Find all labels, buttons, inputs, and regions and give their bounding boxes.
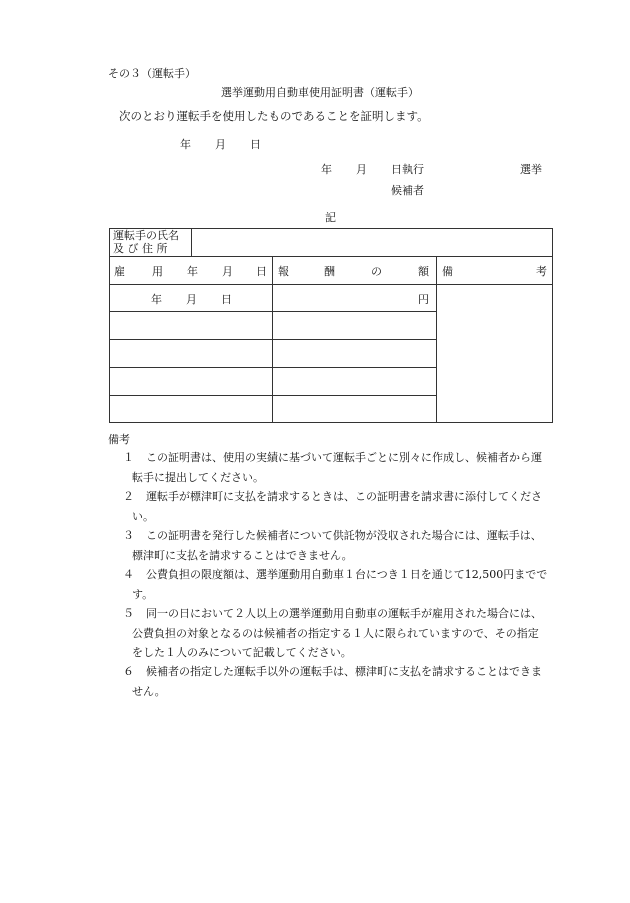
election-label: 選挙 xyxy=(520,163,542,176)
note-line: 運転手が標津町に支払を請求するときは、この証明書を請求書に添付してくださ xyxy=(146,490,542,503)
driver-name-label: 運転手の氏名 xyxy=(113,229,179,242)
form-number: その３（運転手） xyxy=(108,67,196,80)
note-line: 候補者の指定した運転手以外の運転手は、標津町に支払を請求することはできま xyxy=(146,665,542,678)
table-rule xyxy=(272,256,273,423)
payment-amount-header: 酬 xyxy=(324,265,335,278)
employment-date-header: 日 xyxy=(256,265,267,278)
note-line: 公費負担の対象となるのは候補者の指定する１人に限られていますので、その指定 xyxy=(132,626,539,640)
payment-amount-header: の xyxy=(371,265,382,278)
row-date-year: 年 xyxy=(151,293,162,306)
row-date-month: 月 xyxy=(186,293,197,306)
date-year-label: 年 xyxy=(180,138,191,151)
election-execution-label: 日執行 xyxy=(391,163,424,176)
election-month-label: 月 xyxy=(356,163,367,176)
payment-amount-header: 額 xyxy=(418,265,429,278)
employment-date-header: 年 xyxy=(187,265,198,278)
intro-statement: 次のとおり運転手を使用したものであることを証明します。 xyxy=(119,109,429,123)
note-line: す。 xyxy=(132,587,154,601)
note-line: 同一の日において２人以上の選挙運動用自動車の運転手が雇用された場合には、 xyxy=(146,607,542,620)
note-line: 標津町に支払を請求することはできません。 xyxy=(132,548,353,562)
note-number: ３ xyxy=(123,529,134,542)
row-yen-unit: 円 xyxy=(418,293,429,306)
date-day-label: 日 xyxy=(250,138,261,151)
table-rule xyxy=(191,228,192,256)
remarks-header: 考 xyxy=(536,265,547,278)
row-date-day: 日 xyxy=(221,293,232,306)
payment-amount-header: 報 xyxy=(278,265,289,278)
driver-address-label: 及 び 住 所 xyxy=(113,242,168,255)
remarks-header: 備 xyxy=(442,265,453,278)
note-number: ２ xyxy=(123,490,134,503)
employment-date-header: 月 xyxy=(222,265,233,278)
note-line: この証明書を発行した候補者について供託物が没収された場合には、運転手は、 xyxy=(146,529,542,542)
candidate-label: 候補者 xyxy=(391,184,424,197)
note-number: ４ xyxy=(123,568,134,581)
table-border xyxy=(109,228,553,423)
note-number: １ xyxy=(123,451,134,464)
notes-heading: 備考 xyxy=(108,433,130,446)
note-number: ５ xyxy=(123,607,134,620)
document-title: 選挙運動用自動車使用証明書（運転手） xyxy=(221,86,419,99)
note-line: い。 xyxy=(132,509,154,523)
note-number: ６ xyxy=(123,665,134,678)
date-month-label: 月 xyxy=(215,138,226,151)
election-year-label: 年 xyxy=(321,163,332,176)
table-rule xyxy=(436,256,437,423)
note-line: 公費負担の限度額は、選挙運動用自動車１台につき１日を通じて12,500円までで xyxy=(146,568,548,581)
employment-date-header: 用 xyxy=(152,265,163,278)
note-line: 転手に提出してください。 xyxy=(132,470,264,484)
note-line: せん。 xyxy=(132,684,166,698)
note-line: をした１人のみについて記載してください。 xyxy=(132,646,352,659)
table-rule xyxy=(109,256,553,257)
ki-label: 記 xyxy=(325,211,336,224)
note-line: この証明書は、使用の実績に基づいて運転手ごとに別々に作成し、候補者から運 xyxy=(146,451,542,464)
employment-date-header: 雇 xyxy=(114,265,125,278)
table-rule xyxy=(109,284,553,285)
